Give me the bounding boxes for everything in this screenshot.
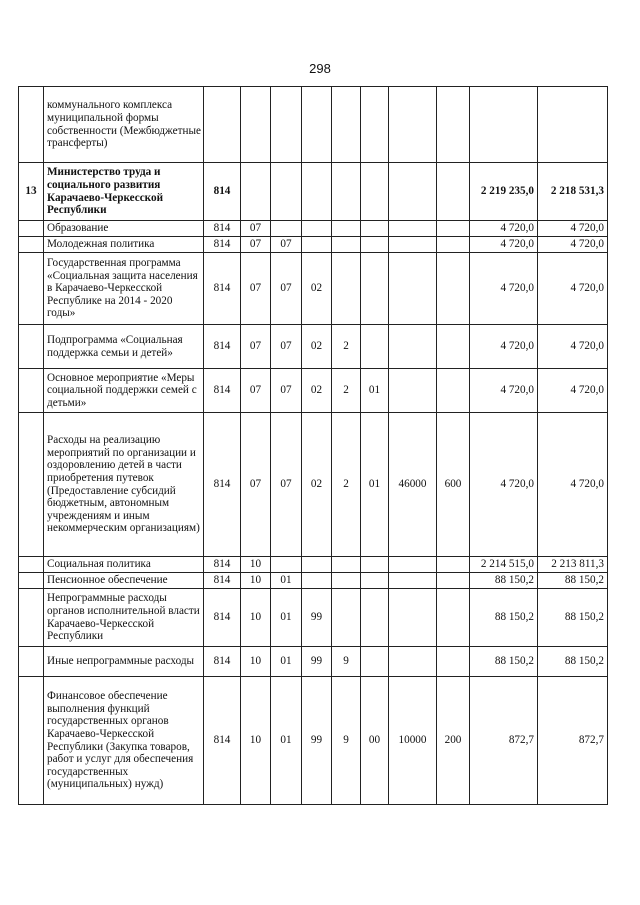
row-name: Министерство труда и социального развития Карачаево-Черкесской Республики [44,163,204,221]
amount-year-2: 872,7 [538,677,608,805]
event-code [361,589,389,647]
direction-code: 10000 [389,677,437,805]
event-code: 01 [361,369,389,413]
row-name: Государственная программа «Социальная защита населения в Карачаево-Черкесской Республике на 2014 - 2020 годы» [44,253,204,325]
row-number [19,589,44,647]
section-code: 07 [241,369,271,413]
amount-year-2: 88 150,2 [538,647,608,677]
event-code [361,237,389,253]
event-code [361,557,389,573]
row-number [19,677,44,805]
row-name: Непрограммные расходы органов исполнительной власти Карачаево-Черкесской Республики [44,589,204,647]
admin-code: 814 [204,589,241,647]
section-code: 10 [241,677,271,805]
subsection-code: 07 [271,369,302,413]
amount-year-2: 2 218 531,3 [538,163,608,221]
direction-code [389,589,437,647]
program-code: 99 [302,677,332,805]
subsection-code [271,557,302,573]
expense-type-code: 200 [437,677,470,805]
admin-code: 814 [204,557,241,573]
subsection-code: 01 [271,573,302,589]
amount-year-1: 4 720,0 [470,325,538,369]
expense-type-code [437,557,470,573]
expense-type-code [437,163,470,221]
table-row [19,221,608,237]
table-row [19,253,608,325]
subprogram-code [332,573,361,589]
admin-code: 814 [204,369,241,413]
table-body [19,87,608,805]
section-code: 07 [241,221,271,237]
amount-year-2: 88 150,2 [538,589,608,647]
row-name: Молодежная политика [44,237,204,253]
row-number [19,573,44,589]
amount-year-1: 2 219 235,0 [470,163,538,221]
admin-code: 814 [204,573,241,589]
subsection-code: 07 [271,325,302,369]
row-number [19,325,44,369]
row-number: 13 [19,163,44,221]
section-code: 07 [241,237,271,253]
row-name: коммунального комплекса муниципальной формы собственности (Межбюджетные трансферты) [44,87,204,163]
row-number [19,647,44,677]
table-row [19,557,608,573]
program-code: 02 [302,325,332,369]
admin-code: 814 [204,221,241,237]
table-row [19,677,608,805]
expense-type-code [437,253,470,325]
admin-code: 814 [204,253,241,325]
table-row [19,589,608,647]
admin-code: 814 [204,163,241,221]
event-code [361,647,389,677]
expense-type-code [437,369,470,413]
event-code: 01 [361,413,389,557]
expense-type-code [437,573,470,589]
program-code [302,163,332,221]
event-code [361,163,389,221]
subprogram-code [332,557,361,573]
amount-year-2: 4 720,0 [538,325,608,369]
event-code [361,573,389,589]
program-code: 99 [302,647,332,677]
expense-type-code [437,221,470,237]
table-row [19,647,608,677]
subprogram-code [332,221,361,237]
page-number: 298 [309,61,331,76]
subsection-code: 07 [271,237,302,253]
event-code: 00 [361,677,389,805]
table-row [19,163,608,221]
amount-year-2: 88 150,2 [538,573,608,589]
subprogram-code: 9 [332,677,361,805]
direction-code [389,221,437,237]
amount-year-1: 4 720,0 [470,253,538,325]
direction-code [389,163,437,221]
section-code [241,87,271,163]
row-number [19,413,44,557]
subprogram-code: 2 [332,325,361,369]
section-code: 07 [241,413,271,557]
amount-year-1: 4 720,0 [470,237,538,253]
section-code: 10 [241,557,271,573]
row-number [19,237,44,253]
subsection-code: 01 [271,677,302,805]
program-code: 99 [302,589,332,647]
row-name: Основное мероприятие «Меры социальной поддержки семей с детьми» [44,369,204,413]
subprogram-code: 2 [332,369,361,413]
row-name: Образование [44,221,204,237]
section-code: 07 [241,325,271,369]
program-code: 02 [302,369,332,413]
section-code: 10 [241,589,271,647]
subprogram-code: 9 [332,647,361,677]
amount-year-2 [538,87,608,163]
row-name: Подпрограмма «Социальная поддержка семьи и детей» [44,325,204,369]
row-number [19,253,44,325]
direction-code [389,557,437,573]
amount-year-2: 4 720,0 [538,221,608,237]
amount-year-1: 88 150,2 [470,647,538,677]
row-number [19,221,44,237]
table-row [19,413,608,557]
subprogram-code [332,87,361,163]
admin-code: 814 [204,647,241,677]
event-code [361,325,389,369]
direction-code [389,325,437,369]
amount-year-2: 2 213 811,3 [538,557,608,573]
table-row [19,237,608,253]
amount-year-1: 2 214 515,0 [470,557,538,573]
row-name: Пенсионное обеспечение [44,573,204,589]
expense-type-code: 600 [437,413,470,557]
subprogram-code [332,237,361,253]
subprogram-code [332,253,361,325]
admin-code [204,87,241,163]
direction-code [389,573,437,589]
subsection-code [271,163,302,221]
subprogram-code [332,163,361,221]
row-number [19,369,44,413]
subsection-code [271,87,302,163]
direction-code [389,87,437,163]
subsection-code: 01 [271,589,302,647]
expense-type-code [437,589,470,647]
admin-code: 814 [204,325,241,369]
program-code [302,221,332,237]
row-name: Социальная политика [44,557,204,573]
section-code: 07 [241,253,271,325]
direction-code [389,369,437,413]
amount-year-2: 4 720,0 [538,253,608,325]
row-name: Иные непрограммные расходы [44,647,204,677]
direction-code [389,253,437,325]
budget-table [18,86,608,805]
amount-year-1: 88 150,2 [470,573,538,589]
amount-year-1: 4 720,0 [470,221,538,237]
section-code [241,163,271,221]
subsection-code [271,221,302,237]
program-code [302,237,332,253]
amount-year-1: 4 720,0 [470,369,538,413]
program-code [302,573,332,589]
section-code: 10 [241,647,271,677]
row-number [19,557,44,573]
admin-code: 814 [204,677,241,805]
program-code: 02 [302,413,332,557]
event-code [361,87,389,163]
row-number [19,87,44,163]
subsection-code: 01 [271,647,302,677]
event-code [361,253,389,325]
amount-year-2: 4 720,0 [538,237,608,253]
expense-type-code [437,87,470,163]
program-code [302,87,332,163]
expense-type-code [437,647,470,677]
amount-year-2: 4 720,0 [538,413,608,557]
amount-year-1: 4 720,0 [470,413,538,557]
subprogram-code: 2 [332,413,361,557]
expense-type-code [437,237,470,253]
program-code: 02 [302,253,332,325]
row-name: Финансовое обеспечение выполнения функций государственных органов Карачаево-Черкесской Республики (Закупка товаров, работ и услуг для обеспечения государственных (муниципальных) нужд) [44,677,204,805]
direction-code [389,237,437,253]
amount-year-1: 88 150,2 [470,589,538,647]
section-code: 10 [241,573,271,589]
table-row [19,369,608,413]
admin-code: 814 [204,413,241,557]
subsection-code: 07 [271,413,302,557]
subsection-code: 07 [271,253,302,325]
row-name: Расходы на реализацию мероприятий по организации и оздоровлению детей в части приобретения путевок (Предоставление субсидий бюджетным, автономным учреждениям и иным некоммерческим организациям) [44,413,204,557]
direction-code: 46000 [389,413,437,557]
event-code [361,221,389,237]
amount-year-1: 872,7 [470,677,538,805]
expense-type-code [437,325,470,369]
subprogram-code [332,589,361,647]
amount-year-2: 4 720,0 [538,369,608,413]
amount-year-1 [470,87,538,163]
program-code [302,557,332,573]
table-row [19,573,608,589]
table-row [19,87,608,163]
direction-code [389,647,437,677]
admin-code: 814 [204,237,241,253]
table-row [19,325,608,369]
